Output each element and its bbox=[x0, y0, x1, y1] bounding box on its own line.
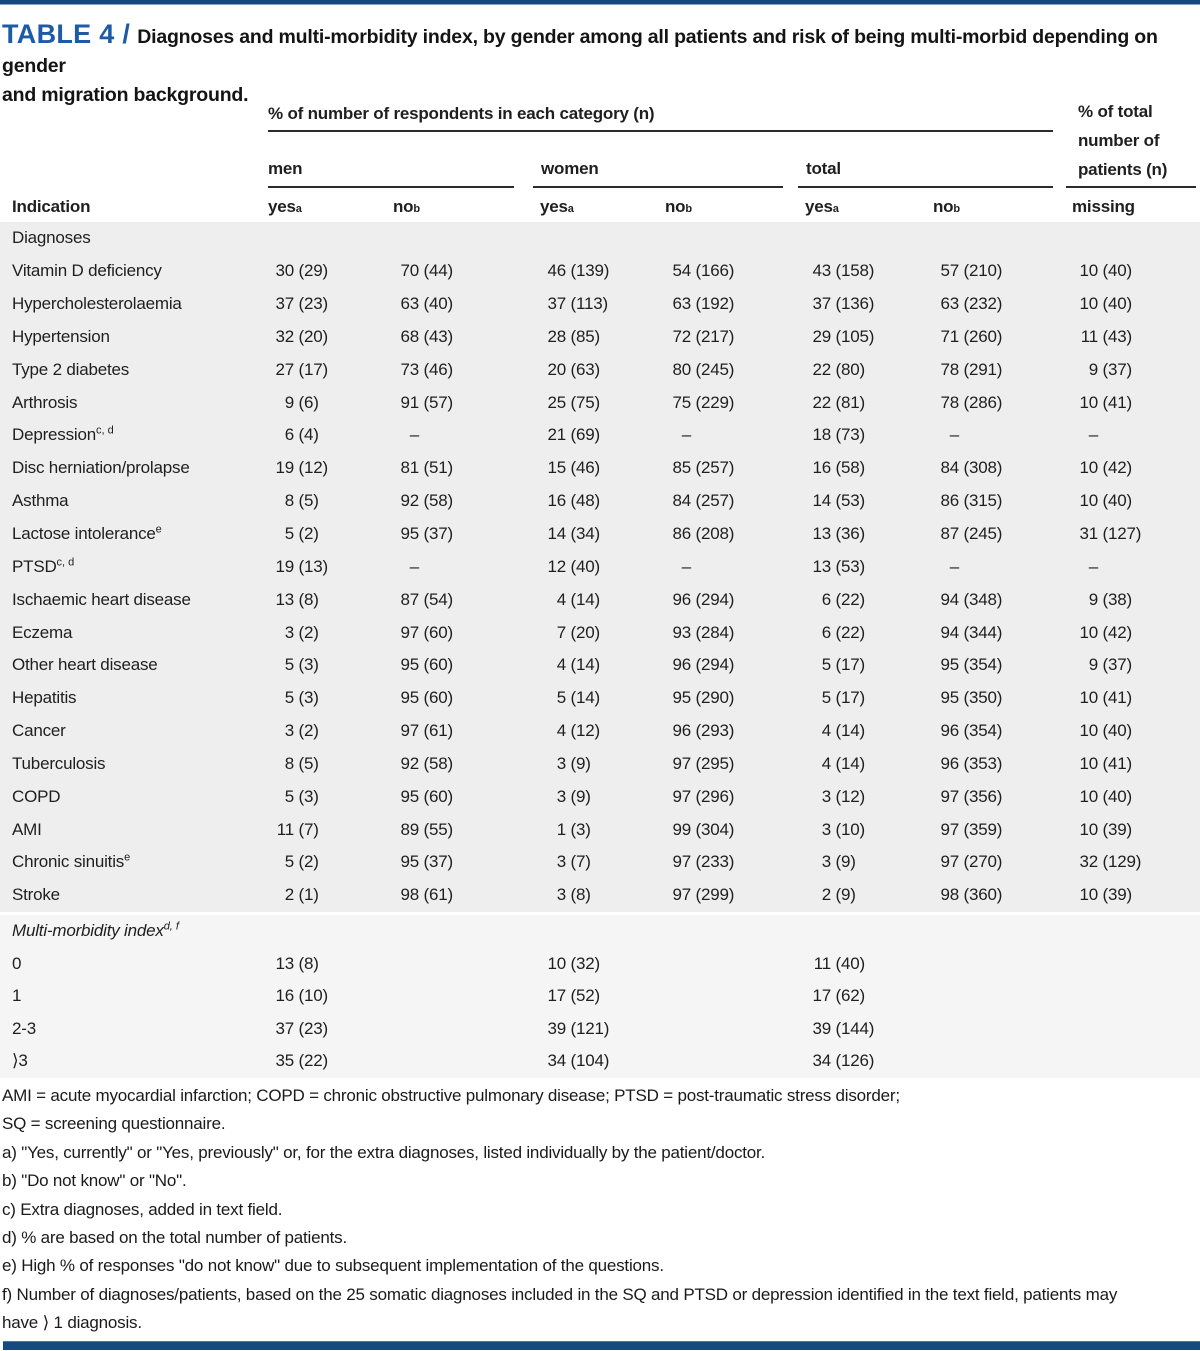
section-header-row bbox=[0, 915, 1200, 948]
cell-men-yes: 19 (13) bbox=[275, 556, 328, 576]
cell-men-yes: 9 (6) bbox=[284, 392, 319, 412]
cell-men-no: 92 (58) bbox=[400, 491, 453, 511]
cell-missing: 10 (42) bbox=[1079, 622, 1132, 642]
cell-total-no: – bbox=[949, 425, 959, 445]
cell-women-yes: 4 (14) bbox=[556, 589, 600, 609]
table-row bbox=[0, 1045, 1200, 1078]
row-label: 2-3 bbox=[12, 1018, 36, 1038]
row-label: 0 bbox=[12, 953, 22, 973]
cell-women-no: 84 (257) bbox=[672, 491, 735, 511]
no-label: no bbox=[933, 196, 954, 216]
cell-men-yes: 5 (3) bbox=[284, 655, 319, 675]
cell-men-yes: 5 (2) bbox=[284, 524, 319, 544]
cell-men-no: – bbox=[409, 425, 419, 445]
group-header-men: men bbox=[268, 159, 303, 178]
cell-men-no: 63 (40) bbox=[400, 294, 453, 314]
cell-total-no: 98 (360) bbox=[940, 885, 1003, 905]
table-row bbox=[0, 386, 1200, 419]
cell-women-no: – bbox=[681, 425, 691, 445]
table-row bbox=[0, 550, 1200, 583]
row-label: Lactose intolerance$^e$ bbox=[12, 523, 162, 544]
cell-total-no: 96 (354) bbox=[940, 721, 1003, 741]
cell-missing: 32 (129) bbox=[1079, 852, 1142, 872]
cell-total-yes: 18 (73) bbox=[812, 425, 865, 445]
row-label: Hypercholesterolaemia bbox=[12, 294, 182, 314]
cell-men-yes: 3 (2) bbox=[284, 622, 319, 642]
cell-men-no: 95 (60) bbox=[400, 688, 453, 708]
cell-women-no: 97 (299) bbox=[672, 885, 735, 905]
table-row bbox=[0, 419, 1200, 452]
no-label: no bbox=[665, 196, 686, 216]
cell-women-no: 63 (192) bbox=[672, 294, 735, 314]
total-patients-line-2: number of bbox=[1078, 131, 1160, 150]
cell-total-yes: 6 (22) bbox=[821, 589, 865, 609]
yes-label: yes bbox=[540, 196, 568, 216]
cell-women-yes: 39 (121) bbox=[547, 1018, 610, 1038]
cell-women-yes: 3 (9) bbox=[556, 786, 591, 806]
total-yes-header: yes a bbox=[805, 196, 839, 216]
cell-men-no: 92 (58) bbox=[400, 753, 453, 773]
cell-men-yes: 35 (22) bbox=[275, 1051, 328, 1071]
cell-women-no: – bbox=[681, 556, 691, 576]
table-row bbox=[0, 452, 1200, 485]
cell-men-yes: 8 (5) bbox=[284, 753, 319, 773]
row-label: AMI bbox=[12, 819, 42, 839]
yes-label: yes bbox=[805, 196, 833, 216]
men-yes-header: yes a bbox=[268, 196, 302, 216]
table-caption bbox=[2, 20, 1198, 110]
missing-col-rule bbox=[1066, 186, 1196, 188]
cell-total-no: 84 (308) bbox=[940, 458, 1003, 478]
row-label: Other heart disease bbox=[12, 655, 158, 675]
footnote-line: AMI = acute myocardial infarction; COPD = chronic obstructive pulmonary disease; PTSD = post-traumatic stress disorder; bbox=[2, 1086, 900, 1105]
cell-women-no: 97 (295) bbox=[672, 753, 735, 773]
section-header-row bbox=[0, 222, 1200, 255]
cell-men-no: 87 (54) bbox=[400, 589, 453, 609]
cell-men-yes: 37 (23) bbox=[275, 294, 328, 314]
table-row bbox=[0, 616, 1200, 649]
cell-men-no: 70 (44) bbox=[400, 261, 453, 281]
missing-header: missing bbox=[1072, 196, 1135, 216]
cell-total-no: 78 (286) bbox=[940, 392, 1003, 412]
cell-missing: 10 (41) bbox=[1079, 688, 1132, 708]
cell-women-yes: 7 (20) bbox=[556, 622, 600, 642]
table-row bbox=[0, 948, 1200, 981]
top-rule bbox=[0, 0, 1200, 5]
cell-women-no: 96 (294) bbox=[672, 655, 735, 675]
row-label: ⟩3 bbox=[12, 1051, 28, 1071]
cell-total-yes: 4 (14) bbox=[821, 753, 865, 773]
cell-missing: 10 (40) bbox=[1079, 294, 1132, 314]
row-label: Ischaemic heart disease bbox=[12, 589, 191, 609]
total-patients-line-1: % of total bbox=[1078, 102, 1153, 121]
cell-men-yes: 8 (5) bbox=[284, 491, 319, 511]
cell-total-yes: 13 (36) bbox=[812, 524, 865, 544]
cell-total-yes: 37 (136) bbox=[812, 294, 875, 314]
table-row bbox=[0, 1013, 1200, 1046]
cell-men-no: 73 (46) bbox=[400, 359, 453, 379]
footnote-line: f) Number of diagnoses/patients, based on the 25 somatic diagnoses included in the SQ and PTSD or depression identified in the text field, patients may bbox=[2, 1284, 1118, 1304]
cell-women-no: 54 (166) bbox=[672, 261, 735, 281]
cell-men-no: 81 (51) bbox=[400, 458, 453, 478]
total-patients-line-3: patients (n) bbox=[1078, 160, 1168, 179]
cell-total-yes: 29 (105) bbox=[812, 326, 875, 346]
cell-missing: 10 (40) bbox=[1079, 786, 1132, 806]
cell-women-yes: 3 (7) bbox=[556, 852, 591, 872]
cell-women-no: 95 (290) bbox=[672, 688, 735, 708]
cell-total-no: 86 (315) bbox=[940, 491, 1003, 511]
cell-men-yes: 5 (2) bbox=[284, 852, 319, 872]
cell-women-yes: 4 (12) bbox=[556, 721, 600, 741]
cell-women-yes: 1 (3) bbox=[556, 819, 591, 839]
cell-missing: – bbox=[1088, 556, 1098, 576]
cell-total-no: 94 (348) bbox=[940, 589, 1003, 609]
cell-men-yes: 32 (20) bbox=[275, 326, 328, 346]
cell-women-no: 72 (217) bbox=[672, 326, 735, 346]
cell-men-yes: 11 (7) bbox=[276, 819, 319, 839]
cell-total-yes: 13 (53) bbox=[812, 556, 865, 576]
cell-total-yes: 43 (158) bbox=[812, 261, 875, 281]
cell-total-yes: 34 (126) bbox=[812, 1051, 875, 1071]
total-group-rule bbox=[798, 186, 1053, 188]
cell-missing: 10 (39) bbox=[1079, 819, 1132, 839]
cell-men-yes: 3 (2) bbox=[284, 721, 319, 741]
caption-line-2: and migration background. bbox=[2, 84, 249, 106]
table-row bbox=[0, 682, 1200, 715]
cell-total-yes: 3 (12) bbox=[821, 786, 865, 806]
row-label: COPD bbox=[12, 786, 61, 806]
cell-men-no: 95 (37) bbox=[400, 524, 453, 544]
cell-total-no: 78 (291) bbox=[940, 359, 1003, 379]
table-section-diagnoses bbox=[0, 222, 1200, 912]
cell-men-no: 91 (57) bbox=[400, 392, 453, 412]
cell-missing: 10 (40) bbox=[1079, 721, 1132, 741]
table-row bbox=[0, 980, 1200, 1013]
cell-total-yes: 11 (40) bbox=[813, 953, 865, 973]
table-section-multimorbidity-index bbox=[0, 915, 1200, 1078]
total-no-header: no b bbox=[933, 196, 961, 216]
table-row bbox=[0, 353, 1200, 386]
cell-men-yes: 37 (23) bbox=[275, 1018, 328, 1038]
cell-missing: 10 (40) bbox=[1079, 261, 1132, 281]
cell-women-no: 85 (257) bbox=[672, 458, 735, 478]
men-no-header: no b bbox=[393, 196, 421, 216]
cell-missing: 9 (37) bbox=[1088, 359, 1132, 379]
footnote-line: a) "Yes, currently" or "Yes, previously" or, for the extra diagnoses, listed individually by the patient/doctor. bbox=[2, 1142, 766, 1162]
cell-total-yes: 22 (81) bbox=[812, 392, 865, 412]
table-row bbox=[0, 748, 1200, 781]
bottom-rule bbox=[3, 1341, 1200, 1350]
cell-total-no: 63 (232) bbox=[940, 294, 1003, 314]
cell-total-no: 96 (353) bbox=[940, 753, 1003, 773]
cell-women-yes: 21 (69) bbox=[547, 425, 600, 445]
cell-total-no: 94 (344) bbox=[940, 622, 1003, 642]
cell-men-no: 97 (60) bbox=[400, 622, 453, 642]
cell-men-yes: 5 (3) bbox=[284, 786, 319, 806]
cell-total-no: 71 (260) bbox=[940, 326, 1003, 346]
cell-women-yes: 25 (75) bbox=[547, 392, 600, 412]
cell-total-no: 95 (350) bbox=[940, 688, 1003, 708]
cell-total-no: 95 (354) bbox=[940, 655, 1003, 675]
table-row bbox=[0, 583, 1200, 616]
row-label: Stroke bbox=[12, 885, 60, 905]
cell-men-yes: 16 (10) bbox=[275, 986, 328, 1006]
table-row bbox=[0, 715, 1200, 748]
cell-total-no: 57 (210) bbox=[940, 261, 1003, 281]
cell-men-no: 95 (60) bbox=[400, 786, 453, 806]
cell-women-yes: 14 (34) bbox=[547, 524, 600, 544]
cell-women-no: 97 (296) bbox=[672, 786, 735, 806]
cell-missing: 10 (42) bbox=[1079, 458, 1132, 478]
table-number: TABLE 4 / bbox=[2, 19, 131, 49]
footnotes bbox=[2, 1082, 1198, 1338]
table-row bbox=[0, 813, 1200, 846]
cell-women-no: 86 (208) bbox=[672, 524, 735, 544]
table-row bbox=[0, 485, 1200, 518]
cell-women-no: 97 (233) bbox=[672, 852, 735, 872]
cell-women-yes: 34 (104) bbox=[547, 1051, 610, 1071]
respondents-span-rule bbox=[268, 130, 1053, 132]
cell-women-no: 99 (304) bbox=[672, 819, 735, 839]
cell-women-yes: 16 (48) bbox=[547, 491, 600, 511]
cell-missing: 10 (40) bbox=[1079, 491, 1132, 511]
table-row bbox=[0, 879, 1200, 912]
cell-total-yes: 5 (17) bbox=[821, 688, 865, 708]
cell-missing: 11 (43) bbox=[1080, 326, 1132, 346]
row-label: Vitamin D deficiency bbox=[12, 261, 162, 281]
cell-total-yes: 14 (53) bbox=[812, 491, 865, 511]
cell-women-yes: 12 (40) bbox=[547, 556, 600, 576]
cell-women-yes: 17 (52) bbox=[547, 986, 600, 1006]
cell-women-no: 80 (245) bbox=[672, 359, 735, 379]
row-label: Disc herniation/prolapse bbox=[12, 458, 190, 478]
cell-missing: 9 (37) bbox=[1088, 655, 1132, 675]
cell-women-no: 93 (284) bbox=[672, 622, 735, 642]
women-group-rule bbox=[533, 186, 783, 188]
cell-total-yes: 4 (14) bbox=[821, 721, 865, 741]
row-label: Asthma bbox=[12, 491, 69, 511]
cell-total-yes: 6 (22) bbox=[821, 622, 865, 642]
cell-total-yes: 3 (9) bbox=[821, 852, 856, 872]
table-row bbox=[0, 846, 1200, 879]
cell-total-yes: 16 (58) bbox=[812, 458, 865, 478]
women-no-header: no b bbox=[665, 196, 693, 216]
row-label: Cancer bbox=[12, 721, 66, 741]
section-label: Diagnoses bbox=[12, 228, 91, 248]
cell-missing: 31 (127) bbox=[1079, 524, 1142, 544]
cell-women-yes: 5 (14) bbox=[556, 688, 600, 708]
cell-men-yes: 13 (8) bbox=[275, 953, 319, 973]
cell-men-no: 98 (61) bbox=[400, 885, 453, 905]
row-label: Hepatitis bbox=[12, 688, 77, 708]
table-row bbox=[0, 649, 1200, 682]
row-label: Arthrosis bbox=[12, 392, 78, 412]
cell-total-yes: 22 (80) bbox=[812, 359, 865, 379]
respondents-span-header: % of number of respondents in each category (n) bbox=[268, 104, 655, 123]
row-label: Depression$^{c, d}$ bbox=[12, 424, 114, 445]
cell-total-yes: 3 (10) bbox=[821, 819, 865, 839]
men-group-rule bbox=[268, 186, 514, 188]
cell-men-no: 95 (60) bbox=[400, 655, 453, 675]
row-label: Tuberculosis bbox=[12, 753, 106, 773]
section-label: Multi-morbidity index$^{d, f}$ bbox=[12, 920, 179, 941]
cell-total-no: 97 (356) bbox=[940, 786, 1003, 806]
cell-total-yes: 2 (9) bbox=[821, 885, 856, 905]
cell-men-yes: 6 (4) bbox=[284, 425, 319, 445]
footnote-line: have ⟩ 1 diagnosis. bbox=[2, 1313, 142, 1333]
table-row bbox=[0, 255, 1200, 288]
table-row bbox=[0, 288, 1200, 321]
cell-total-no: – bbox=[949, 556, 959, 576]
cell-women-yes: 4 (14) bbox=[556, 655, 600, 675]
group-header-women: women bbox=[541, 159, 599, 178]
no-label: no bbox=[393, 196, 414, 216]
cell-total-yes: 17 (62) bbox=[812, 986, 865, 1006]
cell-men-yes: 5 (3) bbox=[284, 688, 319, 708]
table-row bbox=[0, 321, 1200, 354]
footnote-line: SQ = screening questionnaire. bbox=[2, 1114, 226, 1134]
footnote-line: b) "Do not know" or "No". bbox=[2, 1171, 187, 1191]
cell-women-yes: 15 (46) bbox=[547, 458, 600, 478]
cell-men-no: 89 (55) bbox=[400, 819, 453, 839]
cell-missing: – bbox=[1088, 425, 1098, 445]
cell-total-no: 97 (359) bbox=[940, 819, 1003, 839]
cell-missing: 10 (41) bbox=[1079, 753, 1132, 773]
cell-men-no: 97 (61) bbox=[400, 721, 453, 741]
cell-women-yes: 37 (113) bbox=[547, 294, 608, 314]
cell-women-no: 75 (229) bbox=[672, 392, 735, 412]
row-label: Chronic sinuitis$^e$ bbox=[12, 851, 131, 872]
cell-men-no: 95 (37) bbox=[400, 852, 453, 872]
cell-women-yes: 3 (8) bbox=[556, 885, 591, 905]
cell-women-yes: 3 (9) bbox=[556, 753, 591, 773]
cell-women-no: 96 (294) bbox=[672, 589, 735, 609]
yes-label: yes bbox=[268, 196, 296, 216]
cell-men-yes: 19 (12) bbox=[275, 458, 328, 478]
row-label: 1 bbox=[12, 986, 22, 1006]
cell-total-yes: 39 (144) bbox=[812, 1018, 875, 1038]
cell-women-yes: 46 (139) bbox=[547, 261, 610, 281]
column-header-row bbox=[0, 191, 1200, 222]
cell-women-no: 96 (293) bbox=[672, 721, 735, 741]
row-label: PTSD$^{c, d}$ bbox=[12, 556, 75, 576]
total-patients-header bbox=[1078, 97, 1167, 184]
row-label: Eczema bbox=[12, 622, 73, 642]
caption-line-1: Diagnoses and multi-morbidity index, by gender among all patients and risk of being multi-morbid depending on gender bbox=[2, 26, 1158, 77]
cell-total-no: 87 (245) bbox=[940, 524, 1003, 544]
table-row bbox=[0, 518, 1200, 551]
footnote-line: d) % are based on the total number of patients. bbox=[2, 1228, 347, 1248]
cell-men-yes: 2 (1) bbox=[284, 885, 319, 905]
indication-header: Indication bbox=[12, 196, 91, 216]
cell-women-yes: 10 (32) bbox=[547, 953, 600, 973]
row-label: Hypertension bbox=[12, 326, 110, 346]
cell-men-yes: 13 (8) bbox=[275, 589, 319, 609]
cell-men-no: 68 (43) bbox=[400, 326, 453, 346]
cell-men-yes: 30 (29) bbox=[275, 261, 328, 281]
cell-women-yes: 28 (85) bbox=[547, 326, 600, 346]
women-yes-header: yes a bbox=[540, 196, 574, 216]
cell-men-no: – bbox=[409, 556, 419, 576]
cell-missing: 9 (38) bbox=[1088, 589, 1132, 609]
cell-women-yes: 20 (63) bbox=[547, 359, 600, 379]
cell-missing: 10 (39) bbox=[1079, 885, 1132, 905]
group-header-total: total bbox=[806, 159, 841, 178]
footnote-line: c) Extra diagnoses, added in text field. bbox=[2, 1199, 283, 1219]
cell-missing: 10 (41) bbox=[1079, 392, 1132, 412]
cell-total-no: 97 (270) bbox=[940, 852, 1003, 872]
footnote-line: e) High % of responses "do not know" due to subsequent implementation of the questions. bbox=[2, 1256, 664, 1276]
cell-total-yes: 5 (17) bbox=[821, 655, 865, 675]
row-label: Type 2 diabetes bbox=[12, 359, 130, 379]
table-row bbox=[0, 780, 1200, 813]
cell-men-yes: 27 (17) bbox=[275, 359, 328, 379]
